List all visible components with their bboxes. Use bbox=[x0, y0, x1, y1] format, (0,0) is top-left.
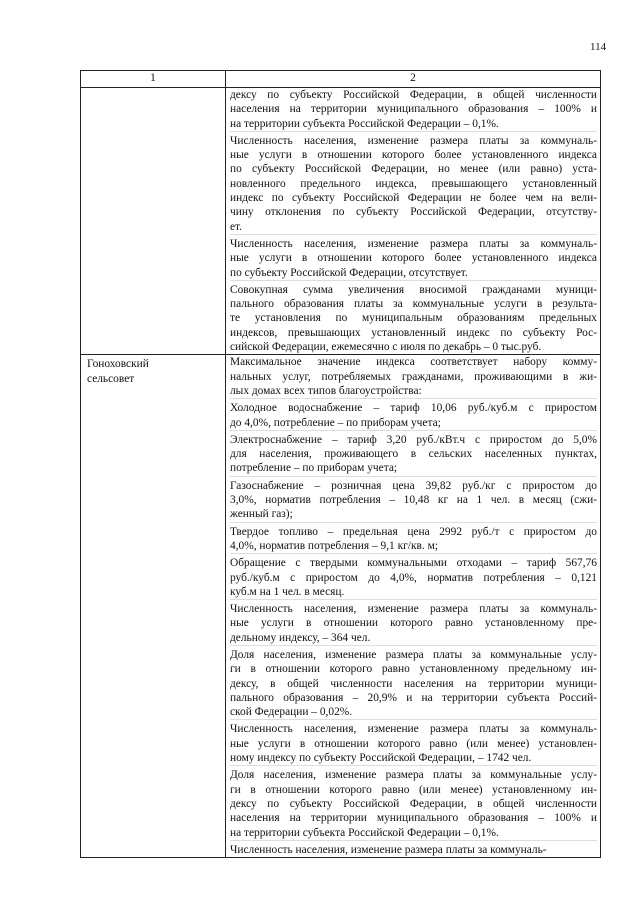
text-line: индекс по субъекту Российской Федерации не более чем на вели- bbox=[230, 192, 597, 205]
description-paragraph bbox=[230, 355, 597, 399]
text-line: дексу по субъекту Российской Федерации, в общей численности bbox=[230, 797, 597, 810]
text-line: пального образования платы за коммунальные услуги в результа- bbox=[230, 298, 597, 311]
text-line: 3,0%, норматив потребления – 10,48 кг на 1 чел. в месяц (сжи- bbox=[230, 494, 597, 507]
text-line: ные услуги в отношении которого более установленного индекса bbox=[230, 252, 597, 265]
text-line: Доля населения, изменение размера платы за коммунальные услу- bbox=[230, 769, 597, 782]
text-line: нальных услуг, потребляемых гражданами, проживающими в жи- bbox=[230, 370, 597, 383]
text-line: до 4,0%, потребление – по приборам учета; bbox=[230, 416, 441, 429]
text-line: ги в отношении которого равно установленному предельному ин- bbox=[230, 663, 597, 676]
description-paragraph bbox=[230, 556, 597, 600]
table-row bbox=[81, 88, 601, 355]
table-header-row bbox=[81, 71, 601, 88]
text-line: те установления по муниципальным образованиям предельных bbox=[230, 312, 597, 325]
description-paragraph bbox=[230, 237, 597, 281]
description-paragraph bbox=[230, 722, 597, 766]
description-paragraph bbox=[230, 843, 597, 857]
description-paragraph bbox=[230, 648, 597, 720]
description-paragraph bbox=[230, 401, 597, 431]
text-line: ные услуги в отношении которого более установленного индекса bbox=[230, 149, 597, 162]
text-line: на территории субъекта Российской Федерации – 0,1%. bbox=[230, 117, 499, 130]
text-line: потребление – по приборам учета; bbox=[230, 462, 398, 475]
text-line: ному индексу по субъекту Российской Федерации, – 1742 чел. bbox=[230, 752, 532, 765]
text-line: Численность населения, изменение размера платы за коммуналь- bbox=[230, 723, 597, 736]
municipality-name-cell bbox=[81, 88, 226, 355]
text-line: Совокупная сумма увеличения вносимой гражданами муници- bbox=[230, 283, 597, 296]
text-line: пального образования – 20,9% и на территории субъекта Россий- bbox=[230, 691, 597, 704]
text-line: чину отклонения по субъекту Российской Федерации, отсутству- bbox=[230, 206, 597, 219]
text-line: Доля населения, изменение размера платы за коммунальные услу- bbox=[230, 648, 597, 661]
text-line: руб./куб.м с приростом до 4,0%, норматив потребления – 0,121 bbox=[230, 571, 597, 584]
text-line: Твердое топливо – предельная цена 2992 руб./т с приростом до bbox=[230, 525, 597, 538]
description-cell bbox=[226, 355, 601, 858]
municipality-name-cell bbox=[81, 355, 226, 858]
text-line: по субъекту Российской Федерации, отсутствует. bbox=[230, 266, 468, 279]
data-table bbox=[80, 70, 601, 858]
text-line: Максимальное значение индекса соответствует набору комму- bbox=[230, 356, 597, 369]
description-paragraph bbox=[230, 768, 597, 840]
column-header-1: 1 bbox=[81, 71, 226, 88]
text-line: дельному индексу, – 364 чел. bbox=[230, 631, 371, 644]
text-line: дексу, в общей численности населения на территории муници- bbox=[230, 677, 597, 690]
text-line: ные услуги в отношении которого равно (или менее) установлен- bbox=[230, 737, 597, 750]
text-line: 4,0%, норматив потребления – 9,1 кг/кв. м; bbox=[230, 539, 438, 552]
text-line: Численность населения, изменение размера платы за коммуналь- bbox=[230, 603, 597, 616]
municipality-name-line: сельсовет bbox=[87, 372, 135, 385]
table-row bbox=[81, 355, 601, 858]
text-line: Численность населения, изменение размера платы за коммуналь- bbox=[230, 237, 597, 250]
page-number: 114 bbox=[590, 41, 607, 53]
text-line: индексов, превышающих установленный индекс по субъекту Рос- bbox=[230, 326, 597, 339]
text-line: на территории субъекта Российской Федерации – 0,1%. bbox=[230, 826, 499, 839]
text-line: населения на территории муниципального образования – 100% и bbox=[230, 103, 597, 116]
text-line: Газоснабжение – розничная цена 39,82 руб./кг с приростом до bbox=[230, 479, 597, 492]
text-line: куб.м на 1 чел. в месяц. bbox=[230, 585, 345, 598]
text-line: Холодное водоснабжение – тариф 10,06 руб./куб.м с приростом bbox=[230, 402, 597, 415]
description-paragraph bbox=[230, 134, 597, 235]
text-line: ные услуги в отношении которого равно установленному пре- bbox=[230, 617, 597, 630]
description-cell bbox=[226, 88, 601, 355]
text-line: Численность населения, изменение размера платы за коммуналь- bbox=[230, 134, 597, 147]
description-paragraph bbox=[230, 88, 597, 132]
text-line: новленного предельного индекса, превышающего установленный bbox=[230, 177, 597, 190]
text-line: женный газ); bbox=[230, 508, 293, 521]
text-line: ской Федерации – 0,02%. bbox=[230, 706, 353, 719]
text-line: населения на территории муниципального образования – 100% и bbox=[230, 812, 597, 825]
municipality-name-line: Гоноховский bbox=[87, 358, 149, 371]
description-paragraph bbox=[230, 525, 597, 555]
text-line: лых домах всех типов благоустройства: bbox=[230, 384, 422, 397]
text-line: по субъекту Российской Федерации, но менее (или равно) уста- bbox=[230, 163, 597, 176]
text-line: дексу по субъекту Российской Федерации, в общей численности bbox=[230, 89, 597, 101]
text-line: ги в отношении которого равно (или менее) установленному ин- bbox=[230, 783, 597, 796]
description-paragraph bbox=[230, 283, 597, 354]
description-paragraph bbox=[230, 433, 597, 477]
text-line: ет. bbox=[230, 220, 243, 233]
text-line: Обращение с твердыми коммунальными отходами – тариф 567,76 bbox=[230, 557, 597, 570]
description-paragraph bbox=[230, 479, 597, 523]
text-line: сийской Федерации, ежемесячно с июля по декабрь – 0 тыс.руб. bbox=[230, 341, 542, 354]
text-line: Численность населения, изменение размера платы за коммуналь- bbox=[230, 843, 547, 856]
column-header-2: 2 bbox=[226, 71, 601, 88]
text-line: для населения, проживающего в сельских населенных пунктах, bbox=[230, 448, 597, 461]
text-line: Электроснабжение – тариф 3,20 руб./кВт.ч с приростом до 5,0% bbox=[230, 433, 597, 446]
description-paragraph bbox=[230, 602, 597, 646]
